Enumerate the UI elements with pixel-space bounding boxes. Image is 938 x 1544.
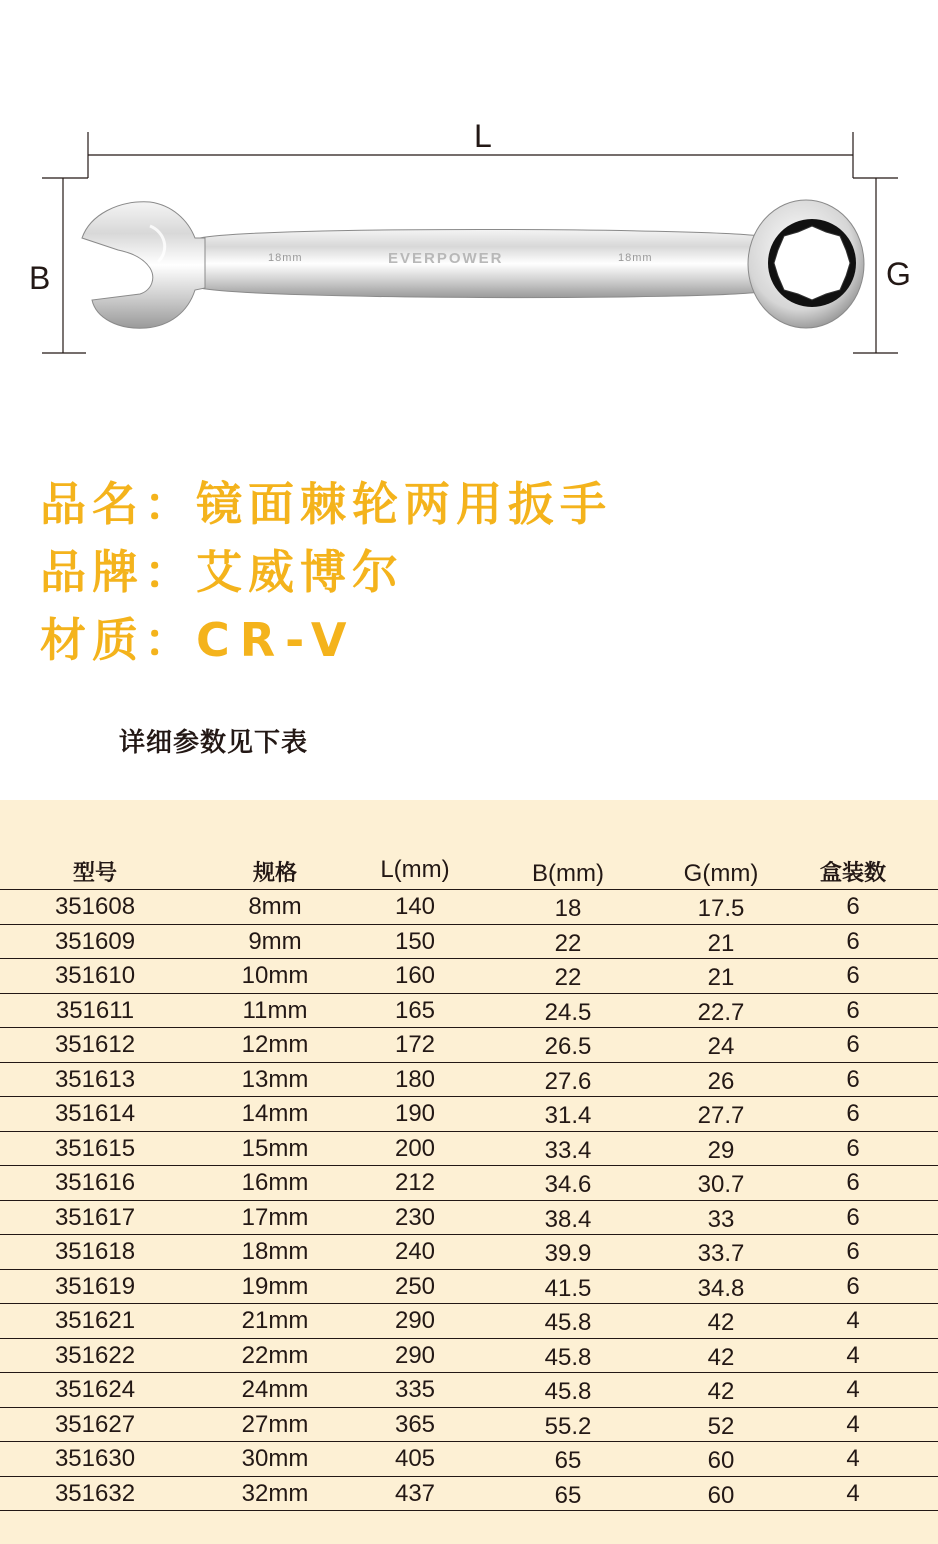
product-info [40, 470, 612, 674]
table-header [0, 850, 938, 890]
cell-length: 240 [394, 1238, 436, 1265]
cell-g: 24 [707, 1033, 735, 1060]
cell-model: 351619 [54, 1272, 136, 1300]
cell-size: 16mm [241, 1169, 309, 1196]
cell-size: 11mm [242, 996, 308, 1024]
cell-model: 351609 [54, 927, 136, 955]
cell-b: 45.8 [544, 1343, 592, 1371]
cell-b: 22 [554, 964, 582, 991]
cell-size: 32mm [241, 1479, 309, 1507]
table-row [0, 1303, 938, 1338]
cell-model: 351630 [54, 1445, 136, 1472]
cell-g: 42 [707, 1378, 735, 1405]
length-dimension-label: L [474, 118, 492, 154]
table-row [0, 1165, 938, 1200]
cell-box-qty: 6 [846, 1203, 860, 1231]
cell-size: 17mm [241, 1203, 309, 1231]
product-brand-value: 艾威博尔 [196, 545, 404, 599]
table-row [0, 924, 938, 959]
cell-g: 60 [707, 1481, 735, 1509]
cell-length: 405 [394, 1445, 436, 1472]
cell-b: 24.5 [544, 998, 592, 1026]
wrench-illustration [0, 0, 938, 400]
cell-length: 180 [394, 1065, 436, 1093]
header-model: 型号 [72, 860, 117, 885]
cell-model: 351615 [54, 1134, 136, 1162]
cell-g: 52 [707, 1412, 735, 1440]
table-row [0, 1476, 938, 1511]
cell-model: 351611 [55, 996, 135, 1024]
cell-g: 27.7 [697, 1102, 745, 1129]
cell-b: 45.8 [544, 1378, 592, 1405]
cell-length: 172 [394, 1031, 436, 1058]
cell-box-qty: 4 [846, 1410, 860, 1438]
cell-length: 165 [394, 996, 436, 1024]
cell-box-qty: 6 [846, 1100, 860, 1127]
wrench-brand-marking: EVERPOWER [388, 250, 504, 267]
cell-size: 12mm [241, 1031, 309, 1058]
cell-g: 17.5 [697, 895, 745, 922]
cell-b: 34.6 [544, 1171, 592, 1198]
cell-model: 351618 [54, 1238, 136, 1265]
cell-g: 22.7 [697, 998, 745, 1026]
table-row [0, 1062, 938, 1097]
cell-box-qty: 6 [846, 1065, 860, 1093]
cell-size: 22mm [241, 1341, 309, 1369]
cell-b: 39.9 [544, 1240, 592, 1267]
product-name-key: 品名： [40, 477, 196, 531]
table-row [0, 1338, 938, 1373]
cell-model: 351622 [54, 1341, 136, 1369]
cell-b: 65 [554, 1447, 582, 1474]
cell-g: 26 [707, 1067, 735, 1095]
ring-end-width-label: G [886, 256, 911, 292]
product-name-row [40, 470, 612, 538]
table-row [0, 1407, 938, 1442]
cell-box-qty: 6 [846, 1272, 860, 1300]
table-row [0, 1372, 938, 1407]
cell-g: 33.7 [697, 1240, 745, 1267]
cell-size: 19mm [241, 1272, 309, 1300]
product-material-row [40, 606, 612, 674]
cell-length: 335 [394, 1376, 436, 1403]
spec-table [0, 800, 938, 1544]
product-brand-key: 品牌： [40, 545, 196, 599]
cell-model: 351610 [54, 962, 136, 989]
cell-box-qty: 6 [846, 1134, 860, 1162]
cell-box-qty: 4 [846, 1307, 860, 1334]
cell-box-qty: 6 [846, 1031, 860, 1058]
cell-g: 33 [707, 1205, 735, 1233]
header-box-qty: 盒装数 [819, 860, 886, 885]
cell-box-qty: 6 [846, 893, 860, 920]
cell-box-qty: 6 [846, 1169, 860, 1196]
header-b: B(mm) [532, 860, 604, 887]
cell-b: 55.2 [544, 1412, 592, 1440]
cell-box-qty: 6 [846, 1238, 860, 1265]
header-size: 规格 [252, 860, 297, 885]
cell-g: 30.7 [697, 1171, 745, 1198]
cell-box-qty: 6 [846, 996, 860, 1024]
cell-length: 290 [394, 1341, 436, 1369]
cell-model: 351613 [54, 1065, 136, 1093]
cell-model: 351624 [54, 1376, 136, 1403]
cell-size: 8mm [248, 893, 302, 920]
cell-g: 42 [707, 1309, 735, 1336]
cell-box-qty: 4 [846, 1376, 860, 1403]
cell-size: 13mm [241, 1065, 309, 1093]
table-subtitle: 详细参数见下表 [119, 728, 309, 758]
cell-size: 9mm [248, 927, 302, 955]
cell-box-qty: 4 [846, 1341, 860, 1369]
table-row [0, 1131, 938, 1166]
cell-b: 27.6 [544, 1067, 592, 1095]
cell-model: 351632 [54, 1479, 136, 1507]
cell-length: 365 [394, 1410, 436, 1438]
cell-length: 140 [394, 893, 436, 920]
cell-length: 212 [394, 1169, 436, 1196]
cell-box-qty: 6 [846, 962, 860, 989]
cell-length: 250 [394, 1272, 436, 1300]
cell-b: 22 [554, 929, 582, 957]
open-end-width-label: B [29, 260, 51, 296]
table-row [0, 1441, 938, 1476]
cell-g: 21 [707, 964, 735, 991]
cell-g: 42 [707, 1343, 735, 1371]
wrench-size-marking-left: 18mm [268, 252, 303, 264]
cell-b: 41.5 [544, 1274, 592, 1302]
cell-length: 150 [394, 927, 436, 955]
cell-length: 437 [394, 1479, 436, 1507]
cell-model: 351617 [54, 1203, 136, 1231]
product-brand-row [40, 538, 612, 606]
wrench-dimension-diagram [0, 0, 938, 400]
cell-length: 230 [394, 1203, 436, 1231]
cell-g: 21 [707, 929, 735, 957]
cell-b: 45.8 [544, 1309, 592, 1336]
cell-b: 31.4 [544, 1102, 592, 1129]
cell-g: 60 [707, 1447, 735, 1474]
cell-length: 200 [394, 1134, 436, 1162]
header-g: G(mm) [683, 860, 759, 887]
product-name-value: 镜面棘轮两用扳手 [196, 477, 612, 531]
table-row [0, 1234, 938, 1269]
table-row [0, 1027, 938, 1062]
cell-box-qty: 4 [846, 1479, 860, 1507]
table-row [0, 1096, 938, 1131]
cell-length: 190 [394, 1100, 436, 1127]
table-row [0, 889, 938, 924]
cell-size: 10mm [241, 962, 309, 989]
cell-size: 30mm [241, 1445, 309, 1472]
wrench-size-marking-right: 18mm [618, 252, 653, 264]
cell-box-qty: 6 [846, 927, 860, 955]
header-length: L(mm) [380, 856, 450, 883]
cell-size: 18mm [241, 1238, 309, 1265]
cell-g: 34.8 [697, 1274, 745, 1302]
cell-b: 18 [554, 895, 582, 922]
table-row [0, 1269, 938, 1304]
cell-b: 26.5 [544, 1033, 592, 1060]
product-material-value: CR-V [196, 613, 357, 667]
cell-b: 65 [554, 1481, 582, 1509]
table-row [0, 993, 938, 1028]
cell-size: 21mm [241, 1307, 309, 1334]
cell-model: 351621 [54, 1307, 136, 1334]
table-bottom-border [0, 1510, 938, 1511]
cell-size: 24mm [241, 1376, 309, 1403]
product-material-key: 材质： [40, 613, 196, 667]
cell-model: 351612 [54, 1031, 136, 1058]
cell-length: 160 [394, 962, 436, 989]
cell-b: 38.4 [544, 1205, 592, 1233]
cell-size: 27mm [241, 1410, 309, 1438]
cell-model: 351627 [54, 1410, 136, 1438]
cell-size: 15mm [241, 1134, 309, 1162]
cell-b: 33.4 [544, 1136, 592, 1164]
cell-length: 290 [394, 1307, 436, 1334]
table-row [0, 1200, 938, 1235]
cell-g: 29 [707, 1136, 735, 1164]
cell-size: 14mm [241, 1100, 309, 1127]
cell-model: 351614 [54, 1100, 136, 1127]
cell-box-qty: 4 [846, 1445, 860, 1472]
cell-model: 351608 [54, 893, 136, 920]
cell-model: 351616 [54, 1169, 136, 1196]
table-row [0, 958, 938, 993]
